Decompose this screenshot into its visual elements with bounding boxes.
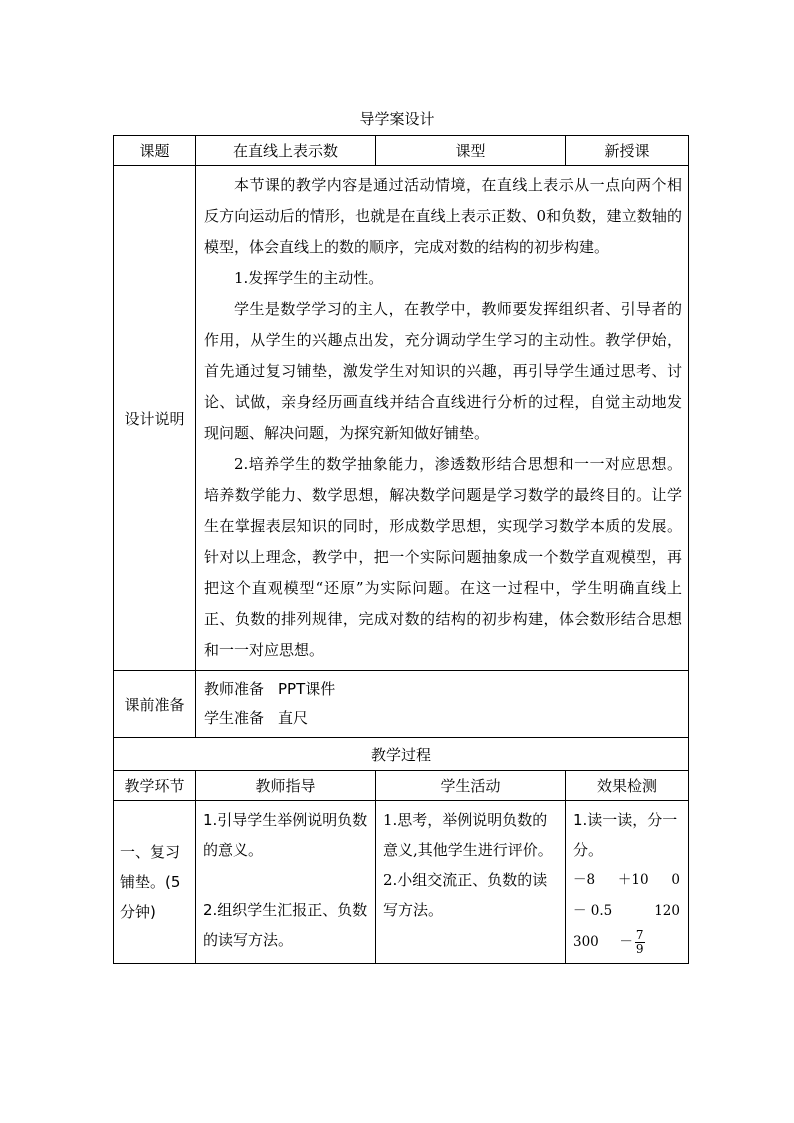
design-paragraph: 学生是数学学习的主人，在教学中，教师要发挥组织者、引导者的作用，从学生的兴趣点出发，充分调动学生学习的主动性。教学伊始，首先通过复习铺垫，激发学生对知识的兴趣，再引导学生通过思考、讨论、试做，亲身经历画直线并结合直线进行分析的过程，自觉主动地发现问题、解决问题，为探究新知做好铺垫。 [204, 300, 682, 442]
prep-content [196, 671, 689, 738]
number-line-2 [573, 896, 682, 927]
teacher-guidance-item: 1.引导学生举例说明负数的意义。 [203, 811, 368, 859]
teacher-guidance-cell [196, 801, 376, 964]
number-item: 120 [654, 903, 680, 919]
student-activity-cell [376, 801, 566, 964]
column-header: 学生活动 [376, 771, 566, 801]
teacher-prep-label: 教师准备 [204, 680, 265, 698]
spacer [203, 865, 369, 895]
page-title: 导学案设计 [359, 110, 435, 128]
effect-check-cell [566, 801, 689, 964]
prep-row [114, 671, 689, 738]
process-header-row [114, 771, 689, 801]
type-label: 课型 [376, 136, 566, 166]
number-item: 0 [671, 872, 680, 888]
student-prep-label: 学生准备 [204, 709, 265, 727]
design-description [196, 166, 689, 671]
header-row [114, 136, 689, 166]
process-title-row [114, 738, 689, 771]
number-item: 300 [573, 934, 599, 950]
student-prep [204, 704, 680, 733]
type-value: 新授课 [566, 136, 689, 166]
design-paragraph: 本节课的教学内容是通过活动情境，在直线上表示从一点向两个相反方向运动后的情形，也就是在直线上表示正数、0和负数，建立数轴的模型，体会直线上的数的顺序，完成对数的结构的初步构建。 [204, 176, 682, 256]
prep-label: 课前准备 [114, 671, 196, 738]
student-activity-item: 2.小组交流正、负数的读写方法。 [383, 871, 548, 919]
column-header: 效果检测 [566, 771, 689, 801]
design-row [114, 166, 689, 671]
fraction-sign: － [619, 934, 633, 950]
teacher-prep-value: PPT课件 [278, 680, 336, 698]
column-header: 教学环节 [114, 771, 196, 801]
number-item: －8 [573, 872, 596, 888]
process-row [114, 801, 689, 964]
column-header: 教师指导 [196, 771, 376, 801]
design-label: 设计说明 [114, 166, 196, 671]
student-prep-value: 直尺 [278, 709, 309, 727]
design-paragraph: 2.培养学生的数学抽象能力，渗透数形结合思想和一一对应思想。培养数学能力、数学思想，解决数学问题是学习数学的最终目的。让学生在掌握表层知识的同时，形成数学思想，实现学习数学本质的发展。针对以上理念，教学中，把一个实际问题抽象成一个数学直观模型，再把这个直观模型“还原”为实际问题。在这一过程中，学生明确直线上正、负数的排列规律，完成对数的结构的初步构建，体会数形结合思想和一一对应思想。 [204, 455, 682, 659]
number-line-3 [573, 927, 682, 958]
fraction-denominator: 9 [635, 942, 644, 956]
stage-cell: 一、复习铺垫。(5分钟) [114, 801, 196, 964]
teacher-guidance-item: 2.组织学生汇报正、负数的读写方法。 [203, 901, 368, 949]
number-item: ＋10 [617, 872, 649, 888]
design-paragraph: 1.发挥学生的主动性。 [234, 269, 384, 287]
fraction [635, 929, 645, 956]
teacher-prep [204, 675, 680, 704]
number-item: － 0.5 [573, 903, 613, 919]
process-title: 教学过程 [114, 738, 689, 771]
check-instruction: 1.读一读，分一分。 [573, 811, 678, 859]
fraction-numerator: 7 [635, 928, 644, 942]
number-line-1 [573, 865, 682, 896]
student-activity-item: 1.思考，举例说明负数的意义,其他学生进行评价。 [383, 811, 553, 859]
topic-value: 在直线上表示数 [196, 136, 376, 166]
topic-label: 课题 [114, 136, 196, 166]
lesson-plan-table [113, 135, 689, 964]
